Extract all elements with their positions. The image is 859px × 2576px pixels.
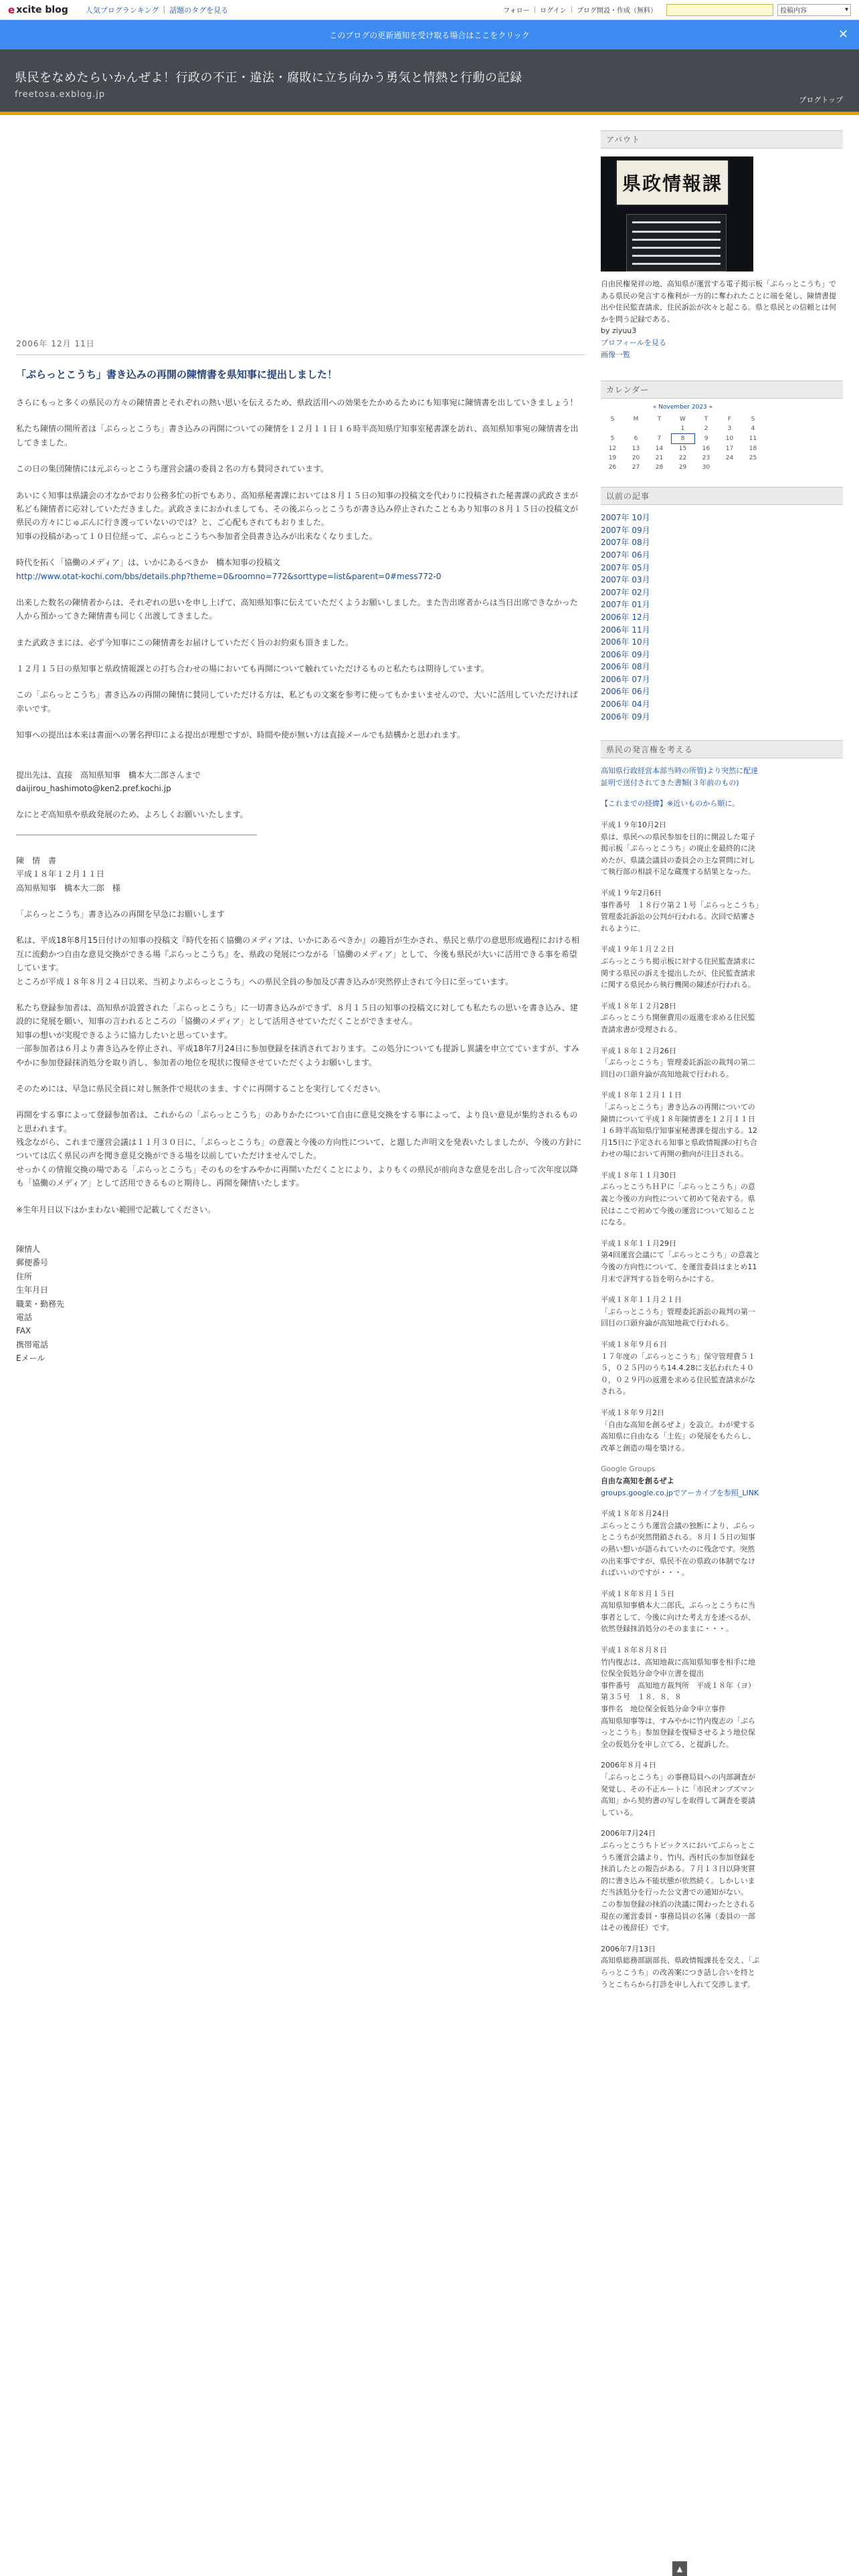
paragraph: さらにもっと多くの県民の方々の陳情書とそれぞれの熱い思いを伝えるため、県政活用への効果をたかめるためにも知事宛に陳情書を出していきましょう！ xyxy=(16,398,578,407)
archive-month-link[interactable]: 2007年 08月 xyxy=(601,538,650,548)
petition-field: 陳情人 xyxy=(16,1245,41,1255)
petition-field: 住所 xyxy=(16,1271,33,1281)
calendar-day[interactable]: 4 xyxy=(751,425,755,433)
petition-note: ※生年月日以下はかまわない範囲で記載してください。 xyxy=(16,1204,216,1214)
paragraph: 提出先は、直接 高知県知事 橋本大二郎さんまで xyxy=(16,770,201,780)
archive-month-link[interactable]: 2006年 07月 xyxy=(601,674,650,684)
page-top-button[interactable]: ▲ xyxy=(672,2561,687,2576)
timeline-item: 2006年7月13日 高知県総務部副部長、県政情報課長を交え、「ぷらっとこうち」の改善案につき話し合いを持とうとこちらから打診を申し入れて交渉しまず。 xyxy=(601,1944,760,1989)
about-text: 自由民権発祥の地、高知県が運営する電子掲示板「ぷらっとこうち」である県民の発言する権利が一方的に奪われたことに端を発し、陳情書提出や住民監査請求、住民訴訟が次々と起こる。県と県民との信頼とは何かを問う記録である。 xyxy=(601,280,836,324)
separator: | xyxy=(533,6,537,13)
sidebar xyxy=(601,130,843,2000)
paragraph: 知事の投稿があって１０日位経って、ぷらっとこうちへ参加者全員書き込みが出来なくなりました。 xyxy=(16,531,377,541)
timeline-item: 平成１８年８月１５日 高知県知事橋本大二郎氏、ぷらっとこうちに当事者として、今後に向けた考え方を述べるが、依然登録抹消処分のそのままに・・・。 xyxy=(601,1589,755,1634)
calendar-day[interactable]: 18 xyxy=(749,445,757,452)
logo-text: xcite blog xyxy=(16,4,68,15)
separator: | xyxy=(163,4,166,13)
archive-month-link[interactable]: 2006年 06月 xyxy=(601,687,650,697)
petition-paragraph: そのためには、早急に県民全員に対し無条件で規状のまま、すぐに再開することを実行してください。 xyxy=(16,1083,386,1093)
calendar-day[interactable]: 25 xyxy=(749,455,757,462)
calendar-day[interactable]: 1 xyxy=(680,425,685,433)
calendar-table xyxy=(601,415,765,472)
panel-line xyxy=(632,247,721,249)
close-icon[interactable]: ✕ xyxy=(838,27,848,41)
author-byline: by ziyuu3 xyxy=(601,326,637,336)
calendar-day[interactable]: 26 xyxy=(608,464,617,471)
archive-month-link[interactable]: 2007年 06月 xyxy=(601,550,650,560)
timeline-item: 平成１８年１２月28日 ぷらっとこうち開催費用の返還を求める住民監査請求書が受理される。 xyxy=(601,1001,755,1034)
update-notice-bar[interactable] xyxy=(0,20,859,49)
archive-month-link[interactable]: 2007年 02月 xyxy=(601,587,650,597)
archive-month-link[interactable]: 2007年 03月 xyxy=(601,575,650,585)
petition-field: Eメール xyxy=(16,1354,45,1364)
logo-mark: e xyxy=(8,3,15,16)
post-content xyxy=(16,396,585,1366)
petition-paragraph: 私は、平成18年8月15日付けの知事の投稿文『時代を拓く協働のメディアは、いかにあるべきか』の趣旨が生かされ、県民と県庁の意思形成過程における相互に流動かつ自由な意見交換ができる場『ぷらっとこうち』を、県政の発展につながる「協働のメディア」として、今後も県民が大いに活用できる事を希望しています。 xyxy=(16,936,579,973)
calendar-weekday: F xyxy=(727,416,732,423)
timeline-item: 平成１９年１月２２日 ぷらっとこうち掲示板に対する住民監査請求に関する県民の訴えを提出したが、住民監査請求に関する県民から執行機関の陳述が行われる。 xyxy=(601,945,755,990)
blog-header xyxy=(0,49,859,115)
calendar-day[interactable]: 3 xyxy=(727,425,732,433)
paragraph: 私たち陳情の開所者は「ぷらっとこうち」書き込みの再開についての陳情を１２月１１日１６時半高知県庁知事室秘書課を訪れ、高知県知事宛の陳情書を出してきました。 xyxy=(16,424,579,447)
search-scope-value: 投稿内容 xyxy=(780,7,807,15)
about-links xyxy=(601,325,843,360)
spacer xyxy=(16,755,585,768)
popular-ranking-link[interactable]: 人気ブログランキング xyxy=(85,5,159,15)
petition-title: 陳 情 書 xyxy=(16,855,57,865)
archive-month-link[interactable]: 2007年 09月 xyxy=(601,525,650,535)
petition-paragraph: 私たち登録参加者は、高知県が設置された「ぷらっとこうち」に一切書き込みができず、８月１５日の知事の投稿文に対しても私たちの思いを書き込み、建設的に発展を願い、知事の言われるところの「協働のメディア」として活用させていただくことができません。 xyxy=(16,1002,578,1027)
petition-paragraph: せっかくの情報交換の場である「ぷらっとこうち」そのものをすみやかに再開いただくことにより、よりもくの県民が前向きな意見を出し合って次年度以降も「協働のメディア」として活用できるものと期待し、再開を陳情いたします。 xyxy=(16,1164,578,1188)
petition-field: 電話 xyxy=(16,1312,33,1322)
timeline-item[interactable]: 高知県行政経営本部当時の所管)より突然に配達証明で送付されてきた書類(３年前のもの) xyxy=(601,766,759,787)
profile-link[interactable]: プロフィールを見る xyxy=(601,338,666,347)
calendar-day[interactable]: 29 xyxy=(678,464,687,471)
spacer xyxy=(16,1229,585,1243)
paragraph: この「ぷらっとこうち」書き込みの再開の陳情に賛同していただける方は、私どもの文案を参考に使ってもかまいませんので、大いに活用していただければ幸いです。 xyxy=(16,690,578,714)
calendar-heading: カレンダー xyxy=(601,381,843,399)
calendar-day[interactable]: 11 xyxy=(749,435,757,443)
timeline-item: 平成１９年10月2日 県は、県民への県民参加を目的に開設した電子掲示板「ぷらっとこうち」の廃止を最終的に決めたが、県議会議員の委員会の主な質問に対して執行部の相談不足な蔵蔑する結果となった。 xyxy=(601,821,755,877)
calendar-day xyxy=(624,424,648,434)
paragraph: 知事への提出は本来は書面への署名押印による提出が理想ですが、時間や使が無い方は直接メールでも結構かと思われます。 xyxy=(16,730,465,740)
timeline-item: 平成１８年１１月２１日 「ぷらっとこうち」管理委託訴訟の裁判の第一回目の口頭弁論が高知地裁で行われる。 xyxy=(601,1295,755,1328)
calendar-day xyxy=(648,424,671,434)
calendar-day[interactable]: 27 xyxy=(632,464,640,471)
petition-field: 携帯電話 xyxy=(16,1339,49,1350)
calendar-day[interactable]: 24 xyxy=(725,455,734,462)
calendar-day[interactable]: 7 xyxy=(657,435,662,443)
timeline-item[interactable]: groups.google.co.jpでアーカイブを参照_LINK xyxy=(601,1488,759,1497)
calendar-day[interactable]: 23 xyxy=(702,455,710,462)
panel-line xyxy=(632,221,721,223)
calendar xyxy=(601,404,765,472)
timeline-item: 自由な高知を創るぜよ xyxy=(601,1476,674,1485)
timeline-item: 平成１８年９月６日 １７年度の「ぷらっとこうち」保守管理費５１５，０２５円のうち14.4.28に支払われた４００，０２９円の返還を求める住民監査請求がなされる。 xyxy=(601,1340,755,1396)
calendar-day[interactable]: 9 xyxy=(704,435,708,443)
main-column xyxy=(16,338,585,1366)
top-right-links xyxy=(503,4,851,16)
governor-post-link[interactable]: http://www.otat-kochi.com/bbs/details.php?theme=0&roomno=772&sorttype=list&parent=0#mess772-0 xyxy=(16,571,442,581)
calendar-day[interactable]: 8 xyxy=(671,434,694,444)
petition-paragraph: 一部参加者は６月より書き込みを停止され、平成18年7月24日に参加登録を抹消されております。この処分についても提訴し異議を申立てていますが、すみやかに参加登録抹消処分を取り消し、参加者の地位を現状に復帰させていただくようお願いします。 xyxy=(16,1044,579,1067)
calendar-weekday: S xyxy=(610,416,615,423)
archive-month-link[interactable]: 2006年 09月 xyxy=(601,649,650,659)
paragraph: １２月１５日の県知事と県政情報課との打ち合わせの場においても再開について触れていただけるものと私たちは期待しています。 xyxy=(16,664,489,674)
timeline-item: 平成１９年2月6日 事件番号 １８行ウ第２１号「ぷらっとこうち」管理委託訴訟の公判が行われる。次回で結審されるように。 xyxy=(601,889,759,933)
prefectural-info-sign: 県政情報課 xyxy=(615,159,729,206)
category-posts xyxy=(601,765,761,1990)
blog-url: freetosa.exblog.jp xyxy=(15,90,106,100)
archive-month-link[interactable]: 2006年 12月 xyxy=(601,612,650,622)
blog-top-link[interactable]: ブログトップ xyxy=(799,96,843,104)
archive-month-link[interactable]: 2006年 10月 xyxy=(601,637,650,647)
excite-logo[interactable] xyxy=(8,4,68,16)
calendar-day xyxy=(601,424,624,434)
petition-paragraph: ところが平成１８年８月２４日以来、当初よりぷらっとこうち」への県民全員の参加及び書き込みが突然停止されて今日に至っています。 xyxy=(16,976,514,986)
petition-to: 高知県知事 橋本大二郎 様 xyxy=(16,883,121,893)
create-blog-link[interactable]: ブログ開設・作成（無料） xyxy=(577,7,657,15)
archive-month-link[interactable]: 2006年 04月 xyxy=(601,700,650,710)
calendar-day[interactable]: 16 xyxy=(702,445,710,452)
calendar-month-nav[interactable]: « November 2023 » xyxy=(652,404,713,411)
chevron-down-icon: ▾ xyxy=(844,6,848,13)
archive-month-link[interactable]: 2006年 08月 xyxy=(601,662,650,672)
archive-heading: 以前の記事 xyxy=(601,487,843,505)
calendar-day[interactable]: 12 xyxy=(608,445,617,452)
post-date: 2006年 12月 11日 xyxy=(16,339,95,348)
petition-paragraph: 知事の想いが実現できるように協力したいと思っています。 xyxy=(16,1030,233,1040)
timeline-item: Google Groups xyxy=(601,1465,656,1474)
timeline-item: 平成１８年１１月29日 第4回運営会議にて「ぷらっとこうち」の意義と今後の方向性について、を運営委員はまとめ11月末で評判する旨を明らかにする。 xyxy=(601,1239,760,1283)
follow-link[interactable]: フォロー xyxy=(503,7,530,15)
calendar-day xyxy=(741,463,765,472)
archive-month-link[interactable]: 2006年 09月 xyxy=(601,712,650,722)
search-scope-select[interactable] xyxy=(777,4,851,16)
timeline-item: 平成１８年９月2日 「自由な高知を創るぜよ」を設立。わが愛する高知県に自由なる「土佐」の発展をもたらし、改革と創造の場を築ける。 xyxy=(601,1408,755,1453)
calendar-weekday: T xyxy=(704,416,708,423)
calendar-day[interactable]: 28 xyxy=(655,464,664,471)
timeline-item: 平成１８年１１月30日 ぷらっとこうちＨＰに「ぷらっとこうち」の意義と今後の方向性について初めて発表する。県民はここで初めて今後の運営について知ることになる。 xyxy=(601,1170,755,1227)
calendar-day[interactable]: 10 xyxy=(725,435,734,443)
timeline-item: 平成１８年８月24日 ぷらっとこうち運営会議の独断により、ぷらっとこうちが突然閉鎖される。８月１５日の知事の熱い想いが語られていたのに残念です。突然の出来事ですが、県民不在の県政の体制でなければいいのですが・・・。 xyxy=(601,1509,755,1578)
about-photo[interactable] xyxy=(601,156,753,272)
timeline-item[interactable]: 【これまでの経緯】※近いものから順に。 xyxy=(601,799,740,809)
petition-field: 郵便番号 xyxy=(16,1258,49,1268)
notice-panel xyxy=(626,214,727,272)
paragraph: なにとぞ高知県や県政発展のため、よろしくお願いいたします。 xyxy=(16,810,248,820)
petition-field: 生年月日 xyxy=(16,1285,49,1295)
paragraph: この日の集団陳情には元ぷらっとこうち運営会議の委員２名の方も賛同されています。 xyxy=(16,464,329,474)
calendar-day xyxy=(718,463,741,472)
login-link[interactable]: ログイン xyxy=(540,7,567,15)
calendar-day[interactable]: 17 xyxy=(725,445,734,452)
calendar-day[interactable]: 5 xyxy=(610,435,615,443)
petition-paragraph: 再開をする事によって登録参加者は、これからの「ぷらっとこうち」のありかたについて自由に意見交換をする事によって、より良い意見が集約されるものと思われます。 xyxy=(16,1110,578,1134)
post-title[interactable]: 「ぷらっとこうち」書き込みの再開の陳情書を県知事に提出しました！ xyxy=(16,354,585,381)
calendar-day[interactable]: 14 xyxy=(655,445,664,452)
timeline-item: 2006年８月４日 「ぷらっとこうち」の事務局員への内部調査が発覚し、その不正ルートに「市民オンブズマン高知」から契約書の写しを取得して調査を要請している。 xyxy=(601,1761,755,1817)
archive-month-link[interactable]: 2007年 10月 xyxy=(601,513,650,523)
timeline-item: 平成１８年８月８日 竹内復志は、高知地裁に高知県知事を相手に地位保全仮処分命令申立書を提出 事件番号 高知地方裁判所 平成１８年（ヨ）第３５号 １８．８．８ 事件名 地位保全仮処分命令申立事件 高知県知事等は、すみやかに竹内復志の「ぷらっとこうち」参加登録を復帰させるよう地位保全の仮処分を申し立てる、と提訴した。 xyxy=(601,1646,755,1749)
separator: | xyxy=(570,6,573,13)
calendar-day[interactable]: 20 xyxy=(632,455,640,462)
timeline-item: 平成１８年１２月26日 「ぷらっとこうち」管理委託訴訟の裁判の第二回目の口頭弁論が高知地裁で行われる。 xyxy=(601,1046,755,1079)
calendar-day[interactable]: 2 xyxy=(704,425,708,433)
calendar-weekday: T xyxy=(657,416,662,423)
timeline-item: 平成１８年１２月１１日 「ぷらっとこうち」書き込みの再開についての陳情について平成１８年陳情書を１２月１１日１６時半高知県庁知事室秘書課を提出する。12月15日に予定される知事と県政情報課の打ち合わせの場において再開の動向が注目される。 xyxy=(601,1091,757,1159)
paragraph: また武政さまには、必ず今知事にこの陳情書をお届けしていただく旨のお約束も頂きました。 xyxy=(16,637,354,647)
blog-title[interactable]: 県民をなめたらいかんぜよ！行政の不正・違法・腐敗に立ち向かう勇気と情熱と行動の記録 xyxy=(15,71,522,85)
calendar-weekday: M xyxy=(633,416,639,423)
search-input[interactable] xyxy=(666,4,773,16)
petition-field: FAX xyxy=(16,1326,31,1336)
petition-date: 平成１８年１２月１１日 xyxy=(16,869,105,879)
petition-paragraph: 残念ながら、これまで運営会議は１１月３０日に、「ぷらっとこうち」の意義と今後の方向性について、と題した声明文を発表いたしましたが、今後の方針については広く県民の声を聞き意見交換ができる場を以前していただけませんでした。 xyxy=(16,1138,582,1161)
calendar-day[interactable]: 21 xyxy=(655,455,664,462)
petition-subject: 「ぷらっとこうち」書き込みの再開を早急にお願いします xyxy=(16,909,225,919)
paragraph: 出来した数名の陳情者からは、それぞれの思いを申し上げて、高知県知事に伝えていただくようお願いしました。また告出席者からは当日出席できなかった人から預かってきた陳情書も同じく出渡してきました。 xyxy=(16,597,578,621)
paragraph: あいにく知事は県議会の才なかでおり公務多忙の折でもあり、高知県秘書課においては８月１５日の知事の投稿文を代わりに投稿された秘書課の武政さまが私ども陳情者に応対していただきました。武政さまにおかれましても、その後ぷらっとこうちが書き込み停止されたこともあり知事の８月１５日の投稿文が県民の方々にじゅぶんに行き渡っていないのでは？と、ご心配もされてもおりました。 xyxy=(16,490,579,528)
calendar-day[interactable]: 30 xyxy=(702,464,710,471)
governor-email: daijirou_hashimoto@ken2.pref.kochi.jp xyxy=(16,784,171,794)
timeline-item: 2006年7月24日 ぷらっとこうちトピックスにおいてぷらっとこうち運営会議より、竹内、西村氏の参加登録を抹消したとの報告がある。７月１３日以降実質的に書き込み不能状態が依然続く。しかしいまだ当該処分を行った公文書での通知がない。 この参加登録の抹消の決議に関わったとされる現在の運営委員・事務局員の名簿（委員の一部はその後辞任）です。 xyxy=(601,1829,755,1933)
paragraph: 時代を拓く「協働のメディア」は、いかにあるべきか 橋本知事の投稿文 xyxy=(16,558,281,568)
panel-line xyxy=(632,231,721,233)
calendar-weekday: S xyxy=(751,416,755,423)
archive-month-link[interactable]: 2007年 05月 xyxy=(601,562,650,572)
hot-tags-link[interactable]: 話題のタグを見る xyxy=(169,5,229,15)
calendar-day[interactable]: 19 xyxy=(608,455,617,462)
calendar-day[interactable]: 6 xyxy=(634,435,638,443)
archive-month-link[interactable]: 2007年 01月 xyxy=(601,600,650,610)
calendar-day[interactable]: 15 xyxy=(678,445,687,453)
update-notice-text[interactable]: このブログの更新通知を受け取る場合はここをクリック xyxy=(329,30,530,40)
image-list-link[interactable]: 画像一覧 xyxy=(601,350,630,359)
panel-line xyxy=(632,263,721,265)
calendar-day[interactable]: 13 xyxy=(632,445,640,452)
panel-line xyxy=(632,239,721,241)
calendar-weekday: W xyxy=(680,416,686,423)
archive-list xyxy=(601,512,843,723)
about-heading: アバウト xyxy=(601,130,843,148)
archive-month-link[interactable]: 2006年 11月 xyxy=(601,625,650,635)
recent-heading: 県民の発言権を考える xyxy=(601,740,843,758)
calendar-day[interactable]: 22 xyxy=(678,455,687,462)
panel-line xyxy=(632,255,721,257)
top-links xyxy=(86,5,228,15)
petition-field: 職業・勤務先 xyxy=(16,1299,65,1309)
top-bar xyxy=(0,0,859,20)
